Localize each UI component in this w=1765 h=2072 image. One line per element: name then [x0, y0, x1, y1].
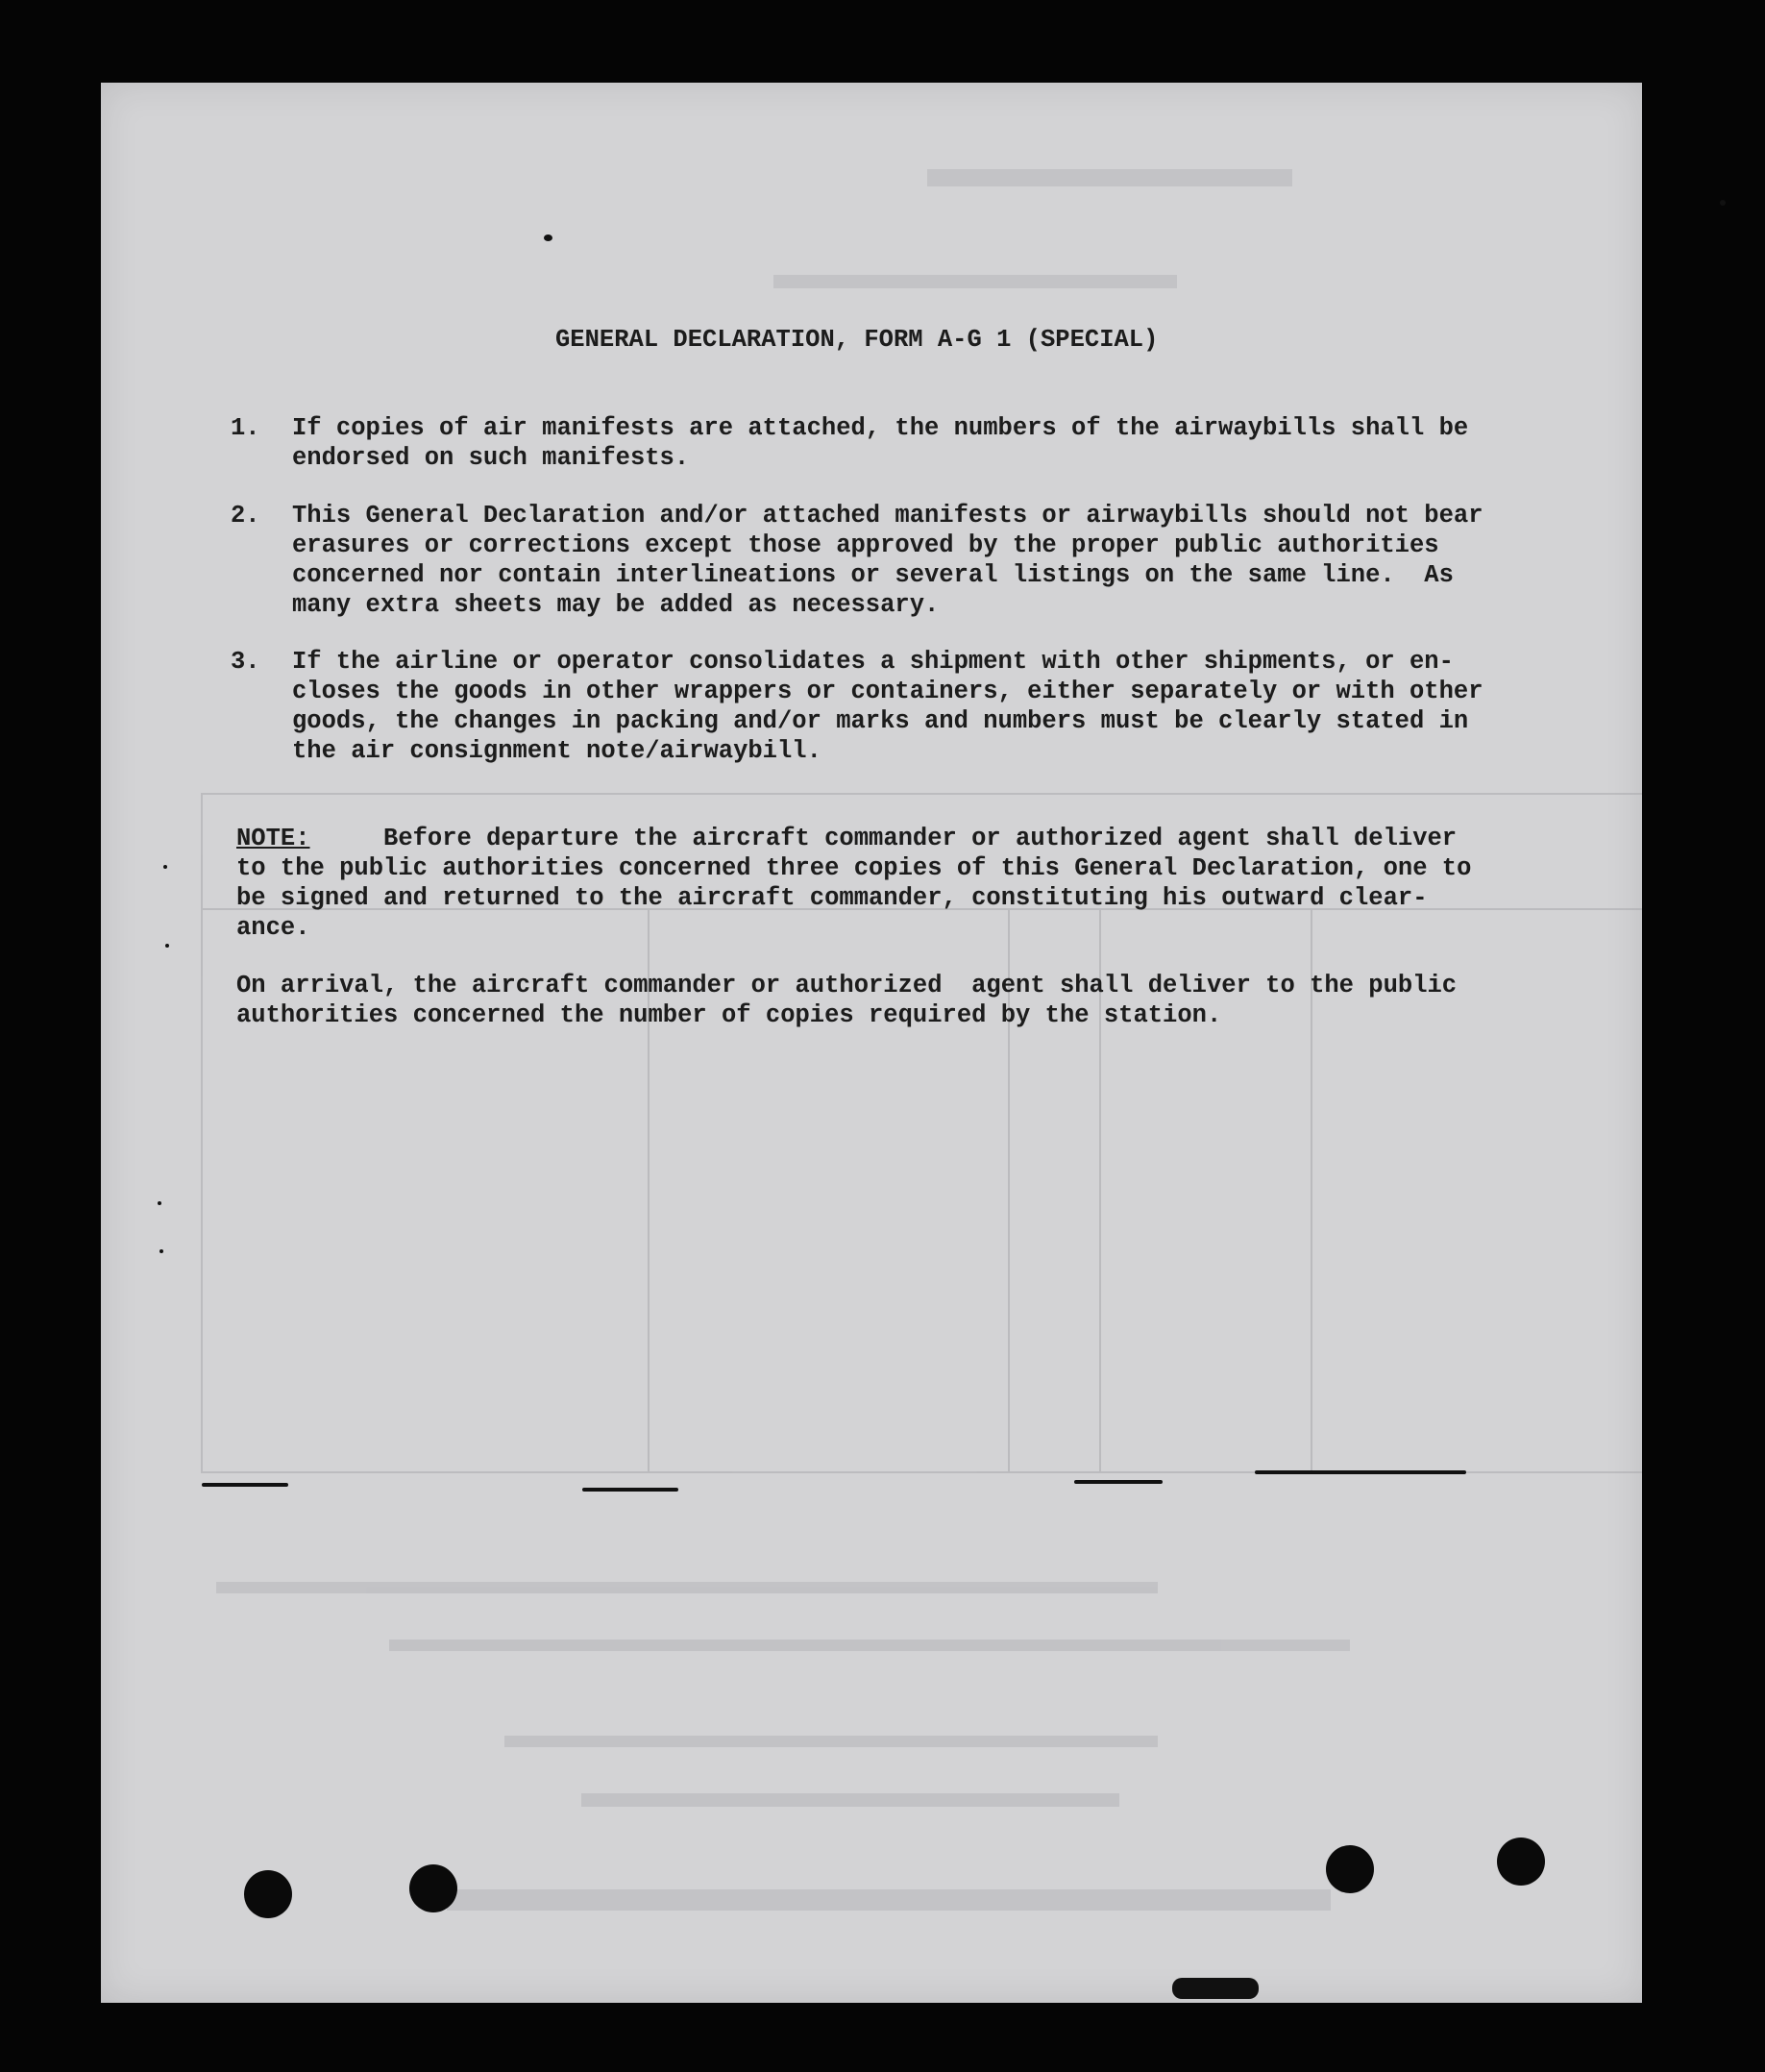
punch-hole	[1497, 1838, 1545, 1886]
ink-speck	[582, 1488, 678, 1492]
item-line: many extra sheets may be added as necessary.	[292, 591, 940, 619]
ink-speck	[202, 1483, 288, 1487]
document-title: GENERAL DECLARATION, FORM A-G 1 (SPECIAL)	[555, 326, 1159, 354]
item-line: goods, the changes in packing and/or marks and numbers must be clearly stated in	[292, 707, 1469, 735]
ink-speck	[163, 865, 167, 869]
item-line: This General Declaration and/or attached manifests or airwaybills should not bear	[292, 502, 1483, 530]
punch-hole	[1326, 1845, 1374, 1893]
ink-speck	[1720, 200, 1726, 206]
item-line: erasures or corrections except those approved by the proper public authorities	[292, 531, 1439, 559]
item-line: closes the goods in other wrappers or containers, either separately or with other	[292, 678, 1483, 705]
ink-speck	[165, 944, 169, 948]
note-label: NOTE:	[236, 825, 310, 852]
item-number: 2.	[231, 502, 260, 530]
instruction-item-3	[231, 647, 1483, 766]
ink-speck	[1172, 1978, 1259, 1999]
arrival-line: On arrival, the aircraft commander or authorized agent shall deliver to the public	[236, 972, 1458, 999]
arrival-line: authorities concerned the number of copies required by the station.	[236, 1001, 1222, 1029]
item-line: If copies of air manifests are attached, the numbers of the airwaybills shall be	[292, 414, 1469, 442]
ink-speck	[158, 1201, 161, 1205]
ink-speck	[1074, 1480, 1163, 1484]
item-number: 1.	[231, 414, 260, 442]
ink-speck	[1255, 1470, 1466, 1474]
note-line: Before departure the aircraft commander or authorized agent shall deliver	[309, 825, 1458, 852]
arrival-paragraph	[236, 971, 1457, 1030]
departure-note	[236, 824, 1471, 943]
note-line: to the public authorities concerned three copies of this General Declaration, one to	[236, 854, 1472, 882]
item-number: 3.	[231, 648, 260, 676]
item-line: If the airline or operator consolidates a shipment with other shipments, or en-	[292, 648, 1454, 676]
item-line: the air consignment note/airwaybill.	[292, 737, 821, 765]
note-line: ance.	[236, 914, 310, 942]
note-line: be signed and returned to the aircraft commander, constituting his outward clear-	[236, 884, 1428, 912]
instruction-item-2	[231, 501, 1483, 620]
ink-speck	[159, 1249, 163, 1253]
punch-hole	[409, 1864, 457, 1912]
item-line: endorsed on such manifests.	[292, 444, 690, 472]
punch-hole	[244, 1870, 292, 1918]
document-page	[101, 83, 1642, 2003]
item-line: concerned nor contain interlineations or several listings on the same line. As	[292, 561, 1454, 589]
instruction-item-1	[231, 413, 1468, 473]
ink-speck	[544, 234, 552, 241]
